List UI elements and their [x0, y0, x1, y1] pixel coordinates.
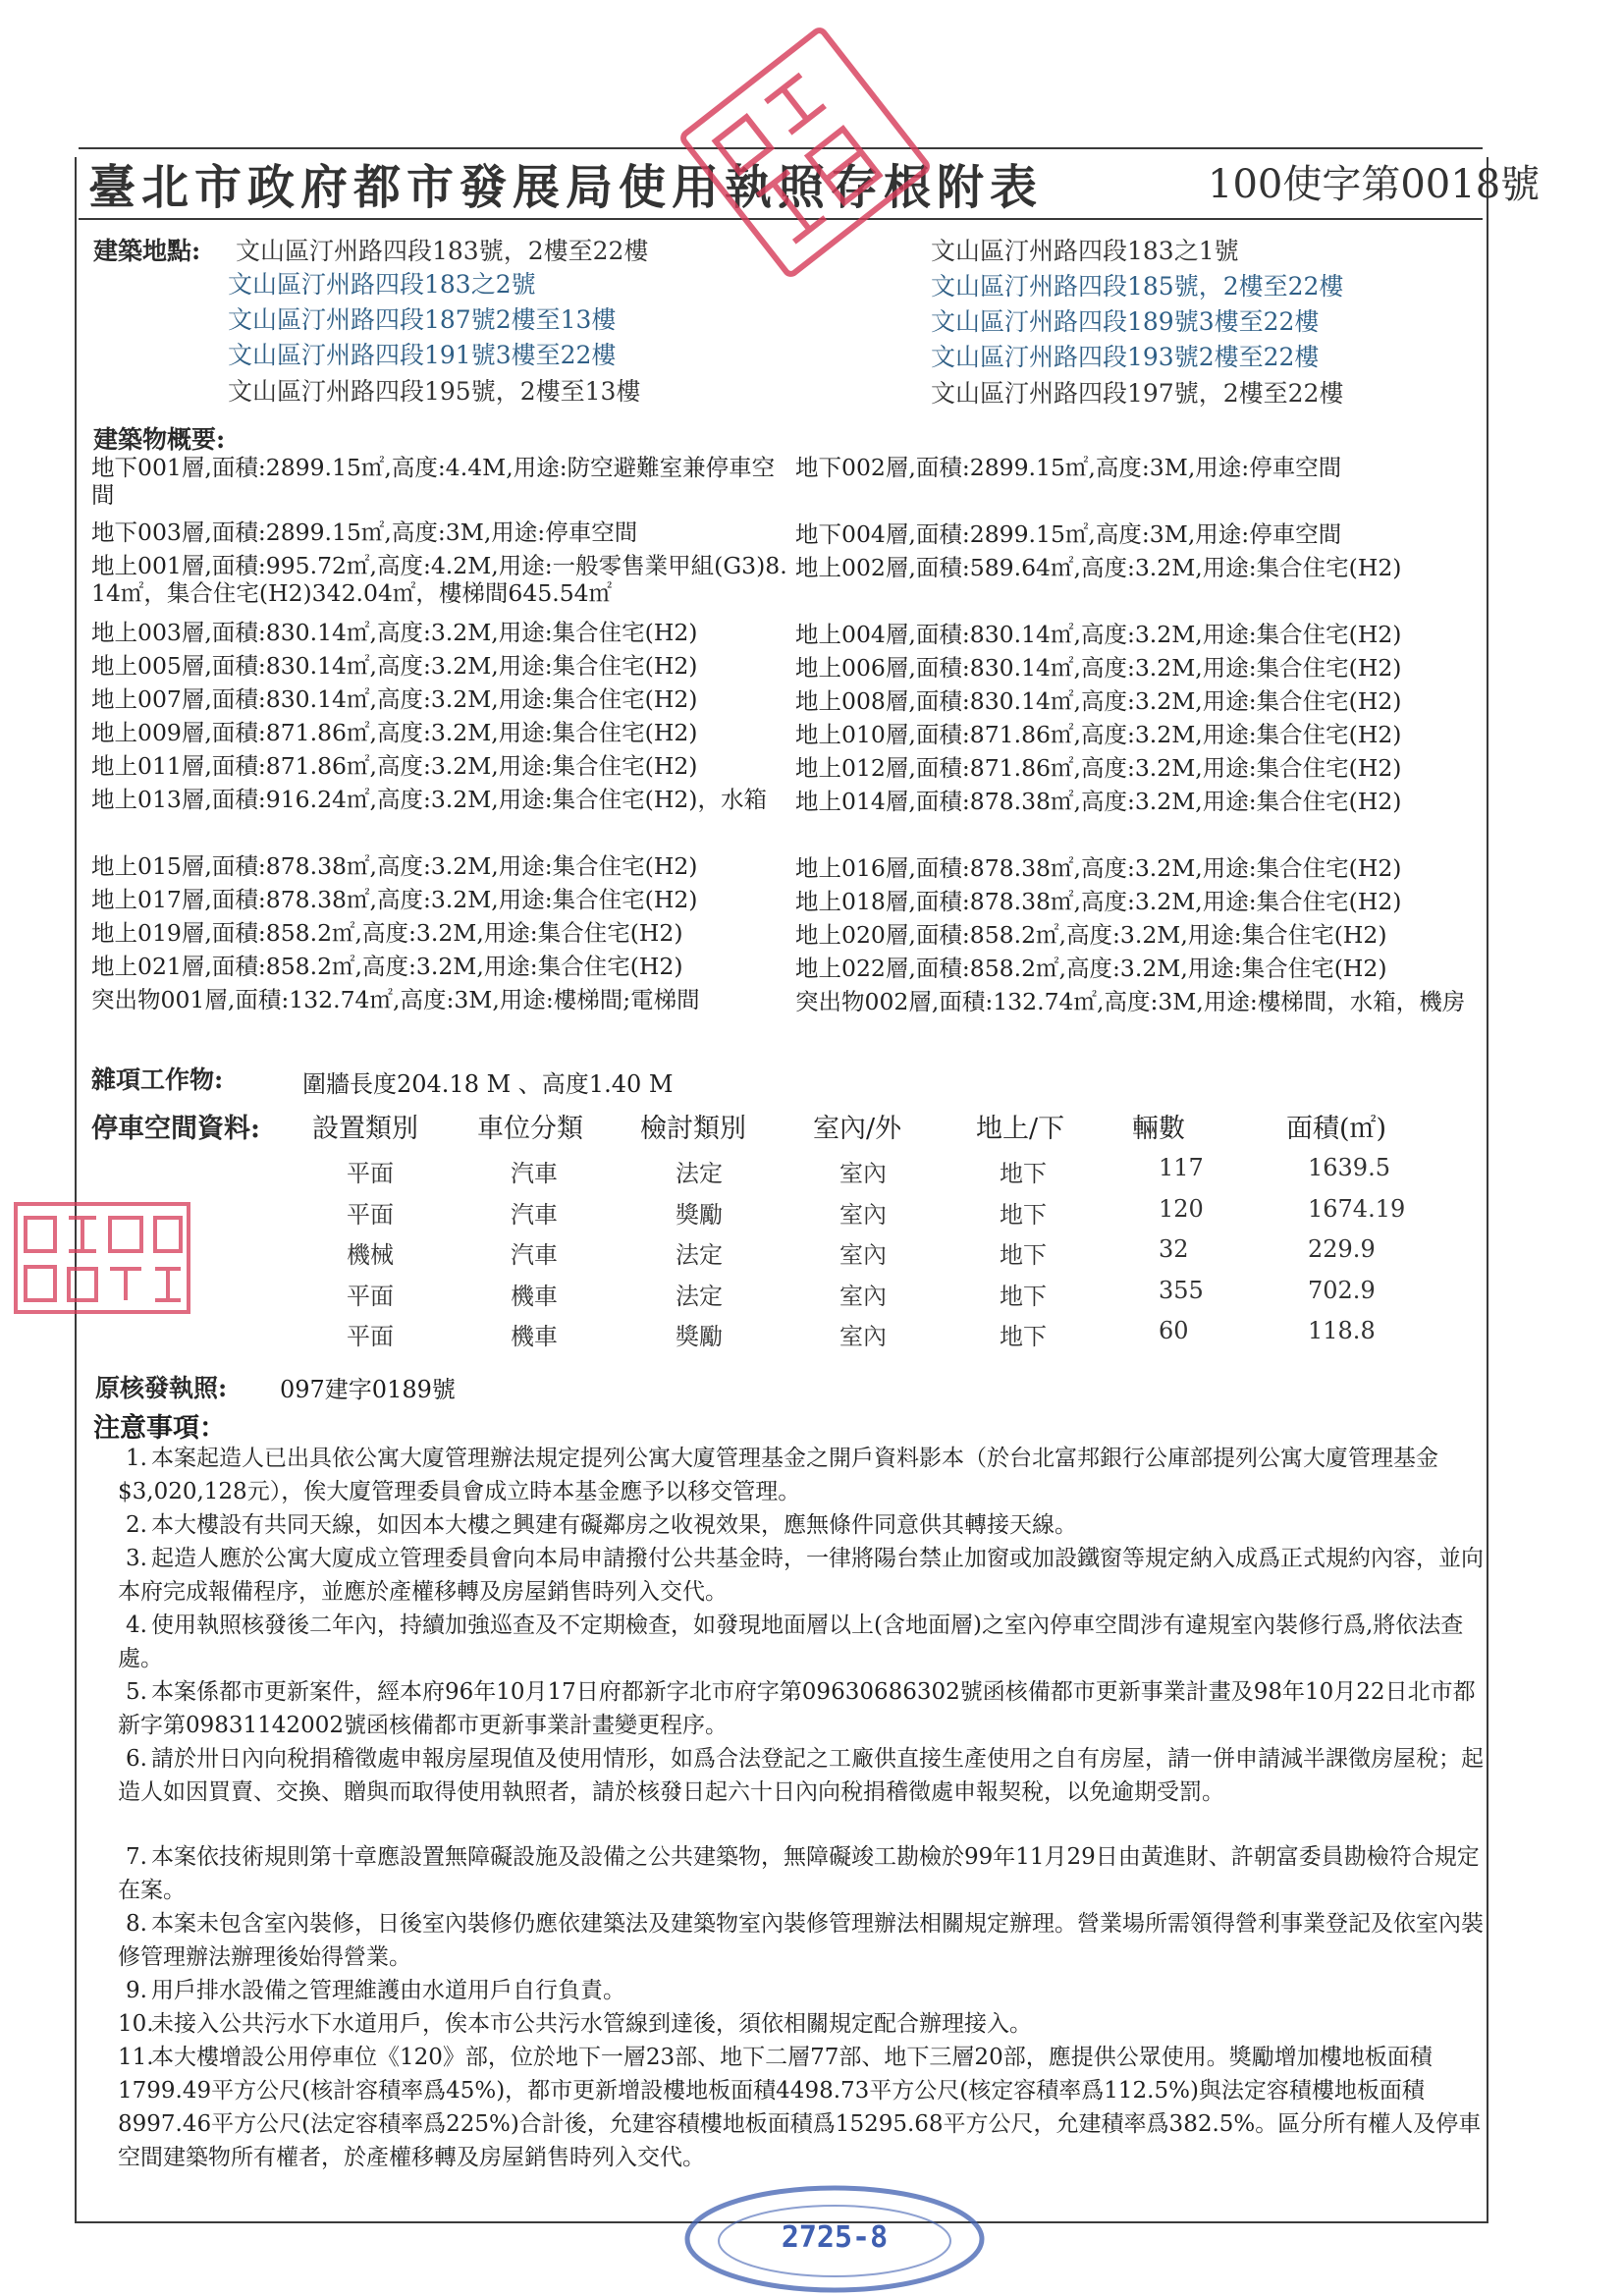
note-item: 10.未接入公共污水下水道用戶，俟本市公共污水管線到達後，須依相關規定配合辦理接入。: [118, 2011, 1032, 2037]
document-number: 100使字第0018號: [1208, 162, 1541, 207]
parking-cell: 室內: [839, 1323, 887, 1350]
official-seal-top: [687, 29, 923, 275]
site-address: 文山區汀州路四段193號2樓至22樓: [931, 343, 1320, 371]
parking-cell: 118.8: [1308, 1317, 1376, 1344]
floor-entry: 地上019層,面積:858.2㎡,高度:3.2M,用途:集合住宅(H2): [91, 919, 683, 947]
parking-cell: 室內: [839, 1160, 887, 1187]
parking-cell: 平面: [347, 1282, 394, 1310]
parking-cell: 117: [1159, 1154, 1204, 1181]
floor-entry: 地上006層,面積:830.14㎡,高度:3.2M,用途:集合住宅(H2): [795, 654, 1402, 682]
site-address: 文山區汀州路四段183號，2樓至22樓: [236, 237, 649, 265]
site-address: 文山區汀州路四段183之1號: [931, 237, 1239, 265]
parking-cell: 地下: [1000, 1160, 1047, 1187]
floor-entry: 突出物001層,面積:132.74㎡,高度:3M,用途:樓梯間;電梯間: [91, 986, 700, 1013]
site-address: 文山區汀州路四段189號3樓至22樓: [931, 307, 1320, 336]
parking-cell: 汽車: [511, 1160, 558, 1187]
parking-cell: 機車: [511, 1282, 558, 1310]
parking-header: 輛數: [1132, 1114, 1185, 1144]
site-address: 文山區汀州路四段185號，2樓至22樓: [931, 272, 1344, 301]
site-address: 文山區汀州路四段191號3樓至22樓: [228, 341, 617, 369]
floor-entry: 地上003層,面積:830.14㎡,高度:3.2M,用途:集合住宅(H2): [91, 619, 698, 646]
official-seal-left: [12, 1198, 193, 1316]
floor-entry: 地上002層,面積:589.64㎡,高度:3.2M,用途:集合住宅(H2): [795, 554, 1402, 581]
floor-entry: 地上013層,面積:916.24㎡,高度:3.2M,用途:集合住宅(H2)，水箱: [91, 786, 767, 813]
site-label: 建築地點:: [93, 237, 201, 265]
parking-cell: 獎勵: [676, 1323, 723, 1350]
note-item: 7. 本案依技術規則第十章應設置無障礙設施及設備之公共建築物，無障礙竣工勘檢於99年11月29日由黃進財、許朝富委員勘檢符合規定在案。: [118, 1844, 1480, 1903]
floor-entry: 地上018層,面積:878.38㎡,高度:3.2M,用途:集合住宅(H2): [795, 888, 1402, 915]
floor-entry: 地上014層,面積:878.38㎡,高度:3.2M,用途:集合住宅(H2): [795, 788, 1402, 815]
site-address: 文山區汀州路四段187號2樓至13樓: [228, 305, 617, 334]
parking-cell: 地下: [1000, 1323, 1047, 1350]
parking-cell: 室內: [839, 1200, 887, 1229]
stamp-number: 2725-8: [781, 2220, 889, 2255]
site-address: 文山區汀州路四段195號，2樓至13樓: [228, 377, 641, 406]
note-item: 4. 使用執照核發後二年內，持續加強巡查及不定期檢查，如發現地面層以上(含地面層)之室內停車空間涉有違規室內裝修行爲,將依法查處。: [118, 1613, 1464, 1671]
note-item: 11.本大樓增設公用停車位《120》部，位於地下一層23部、地下二層77部、地下三層20部，應提供公眾使用。獎勵增加樓地板面積1799.49平方公尺(核計容積率爲45%)，都市更新增設樓地板面積4498.73平方公尺(核定容積率爲112.5%)與法定容積樓地板面積8997.46平方公尺(法定容積率爲225%)合計後，允建容積樓地板面積爲15295.68平方公尺，允建積率爲382.5%。區分所有權人及停車空間建築物所有權者，於產權移轉及房屋銷售時列入交代。: [118, 2045, 1482, 2170]
note-item: 3. 起造人應於公寓大廈成立管理委員會向本局申請撥付公共基金時，一律將陽台禁止加窗或加設鐵窗等規定納入成爲正式規約內容，並向本府完成報備程序，並應於產權移轉及房屋銷售時列入交代。: [118, 1546, 1484, 1605]
floor-entry: 地下003層,面積:2899.15㎡,高度:3M,用途:停車空間: [91, 519, 638, 546]
note-item: 1. 本案起造人已出具依公寓大廈管理辦法規定提列公寓大廈管理基金之開戶資料影本（於台北富邦銀行公庫部提列公寓大廈管理基金$3,020,128元），俟大廈管理委員會成立時本基金應予以移交管理。: [118, 1446, 1438, 1504]
floor-entry: 地下001層,面積:2899.15㎡,高度:4.4M,用途:防空避難室兼停車空間: [91, 454, 776, 509]
floor-entry: 地上007層,面積:830.14㎡,高度:3.2M,用途:集合住宅(H2): [91, 685, 698, 713]
parking-cell: 地下: [1000, 1282, 1047, 1310]
note-item: 5. 本案係都市更新案件，經本府96年10月17日府都新字北市府字第09630686302號函核備都市更新事業計畫及98年10月22日北市都新字第09831142002號函核備都市更新事業計畫變更程序。: [118, 1679, 1476, 1738]
parking-cell: 地下: [1000, 1200, 1047, 1229]
parking-label: 停車空間資料:: [91, 1114, 260, 1144]
floor-entry: 地上009層,面積:871.86㎡,高度:3.2M,用途:集合住宅(H2): [91, 719, 698, 746]
parking-cell: 室內: [839, 1241, 887, 1269]
parking-cell: 平面: [347, 1323, 394, 1350]
floor-entry: 地上008層,面積:830.14㎡,高度:3.2M,用途:集合住宅(H2): [795, 687, 1402, 715]
parking-cell: 60: [1159, 1317, 1189, 1344]
parking-cell: 室內: [839, 1282, 887, 1310]
floor-entry: 地上011層,面積:871.86㎡,高度:3.2M,用途:集合住宅(H2): [91, 752, 698, 780]
floor-entry: 地上005層,面積:830.14㎡,高度:3.2M,用途:集合住宅(H2): [91, 652, 698, 680]
parking-cell: 1674.19: [1308, 1194, 1406, 1223]
parking-header: 車位分類: [477, 1114, 583, 1144]
note-item: 9. 用戶排水設備之管理維護由水道用戶自行負責。: [126, 1978, 625, 2003]
registration-stamp: [677, 2182, 992, 2261]
parking-cell: 355: [1159, 1276, 1204, 1304]
parking-header: 檢討類別: [640, 1114, 746, 1144]
floor-entry: 地上022層,面積:858.2㎡,高度:3.2M,用途:集合住宅(H2): [795, 955, 1387, 982]
parking-cell: 機車: [511, 1323, 558, 1350]
note-item: 8. 本案未包含室內裝修，日後室內裝修仍應依建築法及建築物室內裝修管理辦法相關規定辦理。營業場所需領得營利事業登記及依室內裝修管理辦法辦理後始得營業。: [118, 1911, 1484, 1970]
floor-entry: 地上017層,面積:878.38㎡,高度:3.2M,用途:集合住宅(H2): [91, 886, 698, 913]
parking-header: 地上/下: [976, 1114, 1065, 1144]
original-license-label: 原核發執照:: [95, 1374, 228, 1402]
parking-cell: 獎勵: [676, 1200, 723, 1229]
floor-entry: 地上016層,面積:878.38㎡,高度:3.2M,用途:集合住宅(H2): [795, 854, 1402, 882]
document-title: 臺北市政府都市發展局使用執照存根附表: [88, 160, 1044, 215]
floor-entry: 地上001層,面積:995.72㎡,高度:4.2M,用途:一般零售業甲組(G3)8.14㎡，集合住宅(H2)342.04㎡，樓梯間645.54㎡: [91, 552, 787, 607]
misc-label: 雜項工作物:: [91, 1066, 224, 1094]
parking-cell: 32: [1159, 1235, 1189, 1263]
floor-entry: 地上012層,面積:871.86㎡,高度:3.2M,用途:集合住宅(H2): [795, 754, 1402, 782]
note-item: 6. 請於卅日內向稅捐稽徵處申報房屋現值及使用情形，如爲合法登記之工廠供直接生產使用之自有房屋，請一併申請減半課徵房屋稅；起造人如因買賣、交換、贈與而取得使用執照者，請於核發日起六十日內向稅捐稽徵處申報契稅，以免逾期受罰。: [118, 1746, 1484, 1805]
floor-entry: 突出物002層,面積:132.74㎡,高度:3M,用途:樓梯間，水箱，機房: [795, 988, 1466, 1015]
original-license-value: 097建字0189號: [280, 1376, 456, 1403]
site-address: 文山區汀州路四段183之2號: [228, 270, 536, 299]
parking-cell: 汽車: [511, 1241, 558, 1269]
floor-entry: 地上010層,面積:871.86㎡,高度:3.2M,用途:集合住宅(H2): [795, 721, 1402, 748]
floor-entry: 地上021層,面積:858.2㎡,高度:3.2M,用途:集合住宅(H2): [91, 953, 683, 980]
parking-header: 室內/外: [813, 1114, 902, 1144]
parking-cell: 702.9: [1308, 1276, 1376, 1304]
parking-cell: 平面: [347, 1160, 394, 1187]
note-item: 2. 本大樓設有共同天線，如因本大樓之興建有礙鄰房之收視效果，應無條件同意供其轉接天線。: [126, 1512, 1077, 1538]
parking-cell: 法定: [676, 1282, 723, 1310]
parking-cell: 機械: [347, 1241, 394, 1269]
parking-cell: 229.9: [1308, 1235, 1376, 1263]
parking-header: 設置類別: [312, 1114, 418, 1144]
site-address: 文山區汀州路四段197號，2樓至22樓: [931, 379, 1344, 408]
parking-cell: 平面: [347, 1200, 394, 1229]
floor-entry: 地上015層,面積:878.38㎡,高度:3.2M,用途:集合住宅(H2): [91, 852, 698, 880]
notes-label: 注意事項：: [93, 1413, 226, 1444]
parking-header: 面積(㎡): [1286, 1114, 1387, 1144]
parking-cell: 法定: [676, 1160, 723, 1187]
parking-cell: 1639.5: [1308, 1154, 1390, 1181]
floor-entry: 地下002層,面積:2899.15㎡,高度:3M,用途:停車空間: [795, 454, 1342, 481]
overview-label: 建築物概要:: [93, 425, 226, 454]
misc-value: 圍牆長度204.18 M 、高度1.40 M: [302, 1070, 674, 1098]
parking-cell: 法定: [676, 1241, 723, 1269]
parking-cell: 地下: [1000, 1241, 1047, 1269]
parking-cell: 汽車: [511, 1200, 558, 1229]
parking-cell: 120: [1159, 1194, 1204, 1223]
floor-entry: 地下004層,面積:2899.15㎡,高度:3M,用途:停車空間: [795, 520, 1342, 548]
floor-entry: 地上020層,面積:858.2㎡,高度:3.2M,用途:集合住宅(H2): [795, 921, 1387, 949]
floor-entry: 地上004層,面積:830.14㎡,高度:3.2M,用途:集合住宅(H2): [795, 621, 1402, 648]
